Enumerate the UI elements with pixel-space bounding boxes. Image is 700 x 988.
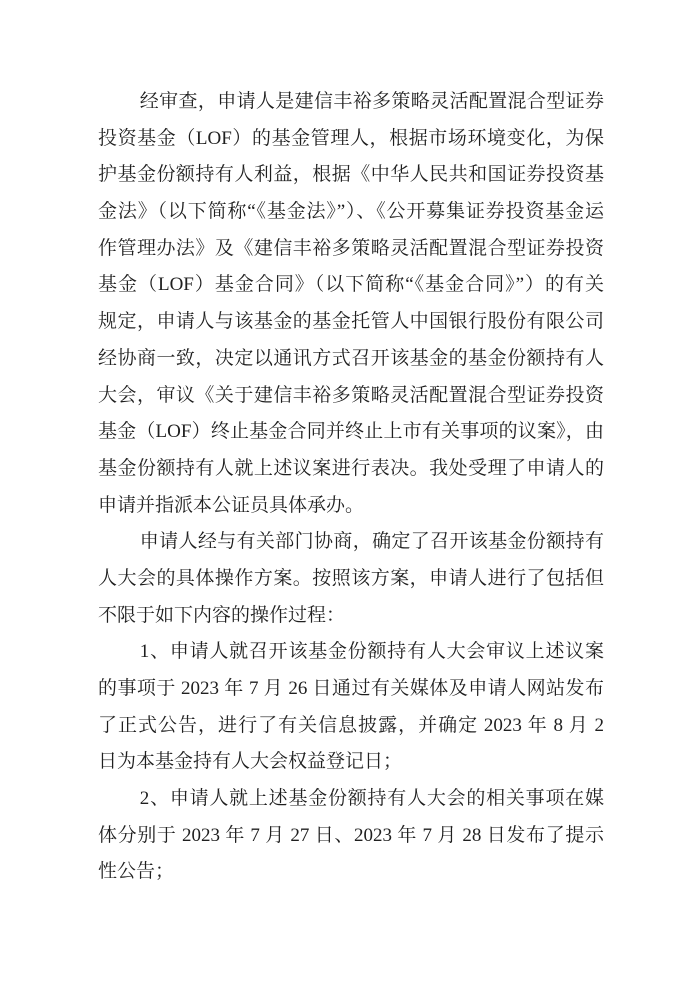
document-body — [98, 84, 604, 891]
text-line: 人大会的具体操作方案。按照该方案，申请人进行了包括但 — [98, 567, 604, 589]
text-line: 经协商一致，决定以通讯方式召开该基金的基金份额持有人 — [98, 347, 604, 369]
text-line: 体分别于 2023 年 7 月 27 日、2023 年 7 月 28 日发布了提示 — [98, 824, 604, 846]
text-line: 投资基金（LOF）的基金管理人，根据市场环境变化，为保 — [98, 127, 604, 149]
text-line: 1、申请人就召开该基金份额持有人大会审议上述议案 — [139, 641, 604, 663]
text-line: 的事项于 2023 年 7 月 26 日通过有关媒体及申请人网站发布 — [98, 678, 604, 699]
text-line: 经审查，申请人是建信丰裕多策略灵活配置混合型证券 — [139, 91, 604, 112]
text-line: 基金份额持有人就上述议案进行表决。我处受理了申请人的 — [98, 457, 604, 479]
text-line: 规定，申请人与该基金的基金托管人中国银行股份有限公司 — [98, 311, 604, 333]
text-line: 护基金份额持有人利益，根据《中华人民共和国证券投资基 — [98, 164, 604, 186]
text-line: 申请人经与有关部门协商，确定了召开该基金份额持有 — [139, 531, 604, 553]
text-line: 申请并指派本公证员具体承办。 — [98, 494, 365, 516]
text-line: 性公告； — [98, 861, 175, 883]
text-line: 基金（LOF）终止基金合同并终止上市有关事项的议案》，由 — [98, 421, 604, 443]
text-line: 金法》（以下简称“《基金法》”）、《公开募集证券投资基金运 — [98, 201, 604, 223]
text-line: 2、申请人就上述基金份额持有人大会的相关事项在媒 — [139, 788, 604, 810]
text-line: 了正式公告，进行了有关信息披露，并确定 2023 年 8 月 2 — [98, 714, 604, 736]
text-line: 不限于如下内容的操作过程： — [98, 604, 346, 626]
text-line: 大会，审议《关于建信丰裕多策略灵活配置混合型证券投资 — [98, 384, 604, 406]
text-line: 日为本基金持有人大会权益登记日； — [98, 751, 403, 773]
text-line: 作管理办法》及《建信丰裕多策略灵活配置混合型证券投资 — [98, 237, 604, 259]
text-line: 基金（LOF）基金合同》（以下简称“《基金合同》”）的有关 — [98, 274, 604, 296]
